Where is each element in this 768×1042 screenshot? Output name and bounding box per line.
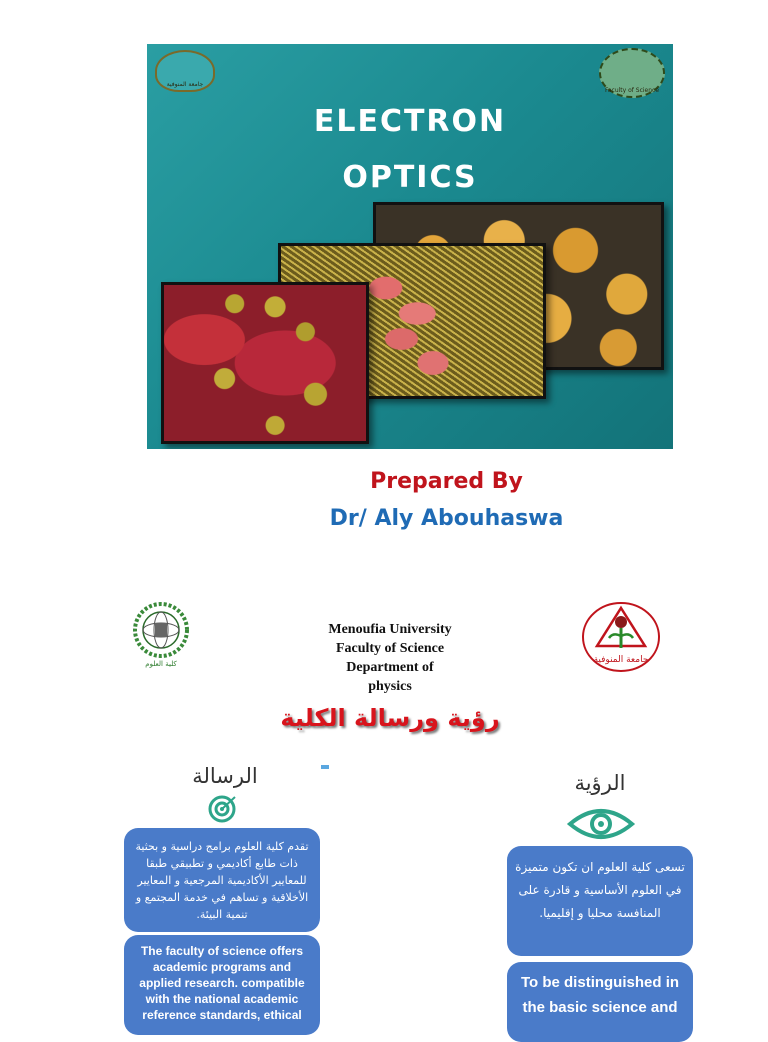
department-line: Department of [346, 660, 434, 675]
cover-slide [147, 44, 673, 449]
target-icon [205, 793, 241, 823]
vision-english-card: To be distinguished in the basic science and [507, 962, 693, 1042]
logo-science-text: كلية العلوم [145, 660, 177, 668]
cover-title-line2: OPTICS [342, 160, 478, 195]
eye-icon [566, 804, 636, 844]
mission-heading: الرسالة [192, 764, 258, 788]
mission-english-card: The faculty of science offers academic programs and applied research. compatible with the national academic reference standards, ethical [124, 935, 320, 1035]
university-info [300, 620, 480, 696]
logo-uni-text: جامعة المنوفية [593, 655, 649, 665]
author-name: Dr/ Aly Abouhaswa [329, 506, 564, 531]
vision-heading: الرؤية [574, 771, 626, 795]
vision-mission-title: رؤية ورسالة الكلية [280, 704, 500, 732]
seal-left-text: جامعة المنوفية [166, 81, 204, 88]
bacteria-micrograph-image [161, 282, 369, 444]
cover-title-line1: ELECTRON [313, 104, 507, 139]
university-seal-logo [155, 50, 215, 92]
faculty-of-science-logo [128, 600, 194, 670]
mission-arabic-card: تقدم كلية العلوم برامج دراسية و بحثية ذات طابع أكاديمي و تطبيقي طبقا للمعايير الأكاديمية المرجعية و المعايير الأخلاقية و تساهم في خدمة المجتمع و تنمية البيئة. [124, 828, 320, 932]
department-name: physics [368, 679, 412, 694]
menoufia-university-logo [581, 600, 661, 674]
seal-right-text: Faculty of Science [604, 87, 660, 94]
vision-arabic-card: تسعى كلية العلوم ان تكون متميزة في العلوم الأساسية و قادرة على المنافسة محليا و إقليميا. [507, 846, 693, 956]
faculty-seal-logo [599, 48, 665, 98]
decorative-mark [321, 765, 329, 769]
faculty-name: Faculty of Science [335, 641, 445, 656]
university-name: Menoufia University [328, 622, 452, 637]
prepared-by-label: Prepared By [370, 469, 523, 494]
cover-title [147, 94, 673, 206]
